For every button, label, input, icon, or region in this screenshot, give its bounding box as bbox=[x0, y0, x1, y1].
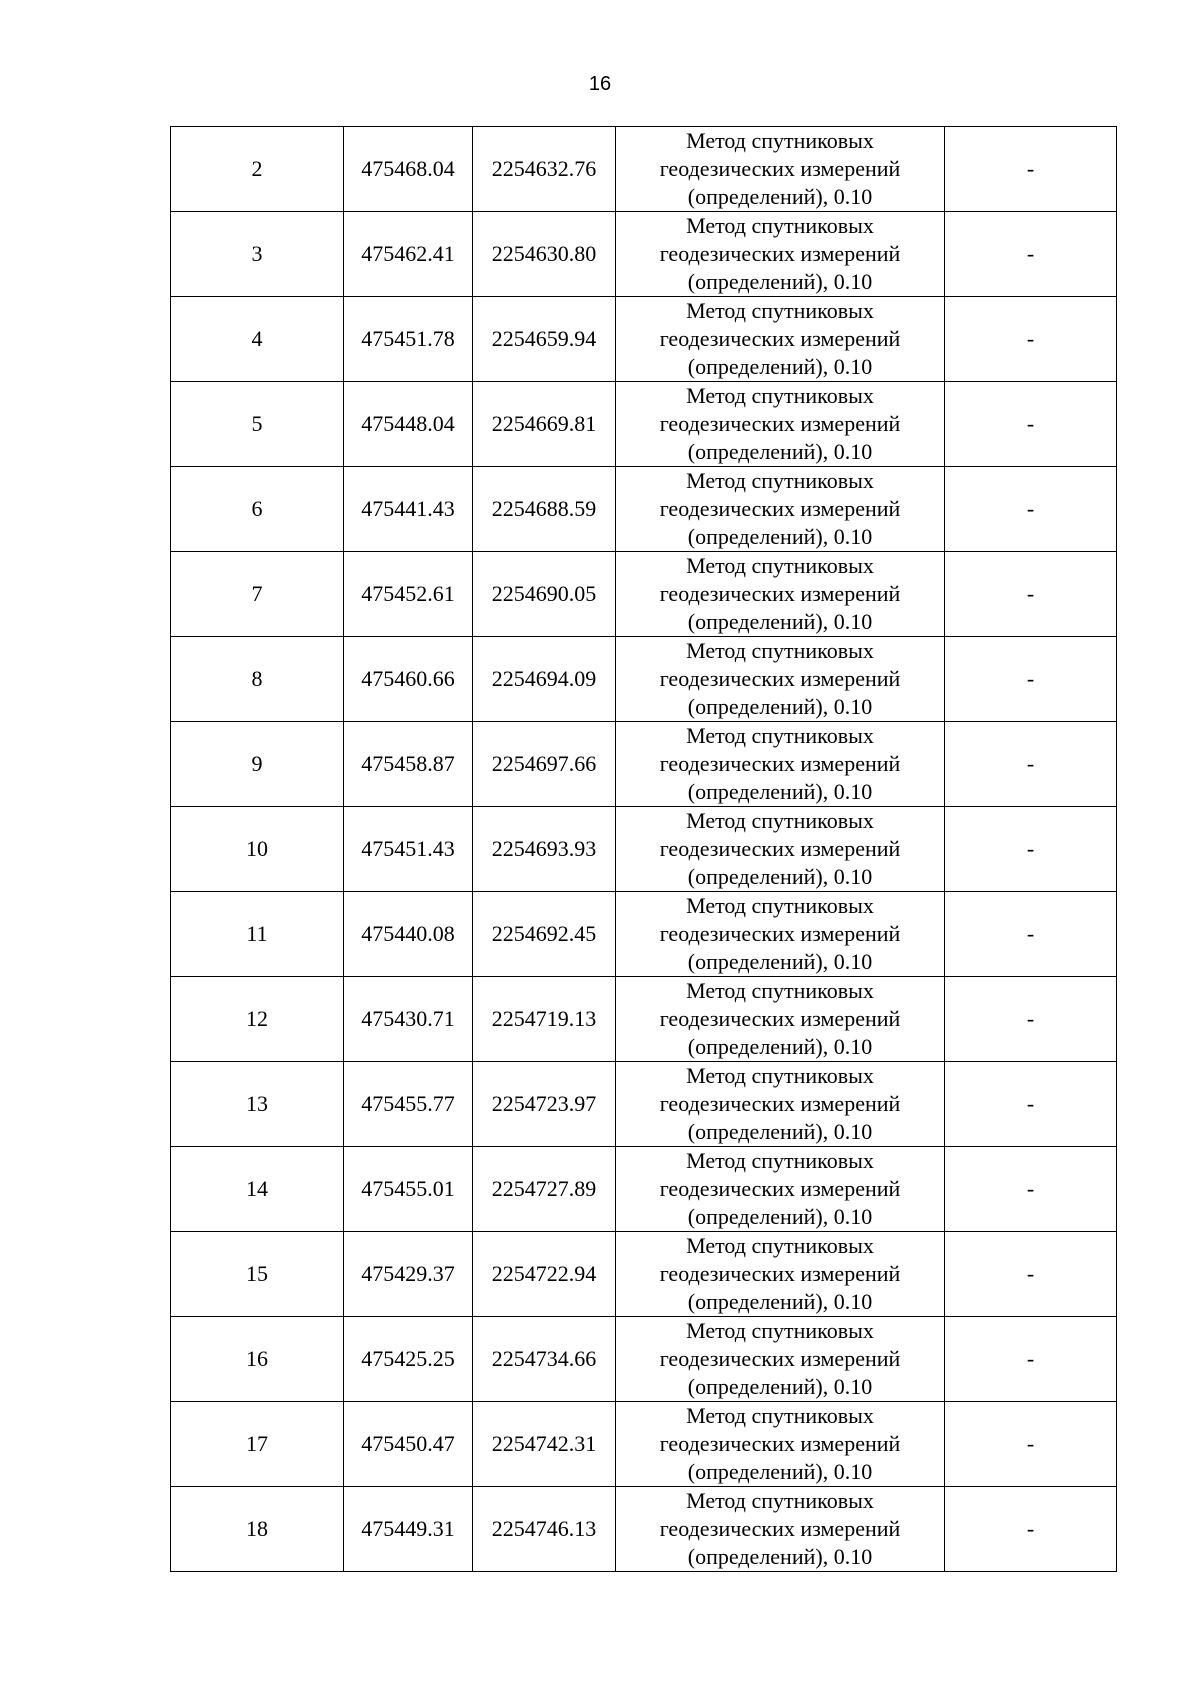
y-coordinate-cell: 2254630.80 bbox=[473, 212, 616, 297]
table-row bbox=[171, 552, 1117, 637]
y-coordinate-cell: 2254632.76 bbox=[473, 127, 616, 212]
method-accuracy-cell: Метод спутниковых геодезических измерений (определений), 0.10 bbox=[616, 1487, 945, 1572]
coordinates-table bbox=[170, 126, 1117, 1572]
method-accuracy-cell: Метод спутниковых геодезических измерений (определений), 0.10 bbox=[616, 297, 945, 382]
x-coordinate-cell: 475425.25 bbox=[344, 1317, 473, 1402]
table-row bbox=[171, 892, 1117, 977]
x-coordinate-cell: 475468.04 bbox=[344, 127, 473, 212]
x-coordinate-cell: 475430.71 bbox=[344, 977, 473, 1062]
note-cell: - bbox=[945, 382, 1117, 467]
method-accuracy-cell: Метод спутниковых геодезических измерений (определений), 0.10 bbox=[616, 552, 945, 637]
y-coordinate-cell: 2254722.94 bbox=[473, 1232, 616, 1317]
table-row bbox=[171, 127, 1117, 212]
point-number-cell: 17 bbox=[171, 1402, 344, 1487]
y-coordinate-cell: 2254734.66 bbox=[473, 1317, 616, 1402]
point-number-cell: 9 bbox=[171, 722, 344, 807]
y-coordinate-cell: 2254746.13 bbox=[473, 1487, 616, 1572]
table-row bbox=[171, 467, 1117, 552]
point-number-cell: 5 bbox=[171, 382, 344, 467]
note-cell: - bbox=[945, 892, 1117, 977]
point-number-cell: 15 bbox=[171, 1232, 344, 1317]
note-cell: - bbox=[945, 722, 1117, 807]
x-coordinate-cell: 475455.01 bbox=[344, 1147, 473, 1232]
point-number-cell: 12 bbox=[171, 977, 344, 1062]
y-coordinate-cell: 2254694.09 bbox=[473, 637, 616, 722]
point-number-cell: 8 bbox=[171, 637, 344, 722]
x-coordinate-cell: 475429.37 bbox=[344, 1232, 473, 1317]
point-number-cell: 14 bbox=[171, 1147, 344, 1232]
method-accuracy-cell: Метод спутниковых геодезических измерений (определений), 0.10 bbox=[616, 1402, 945, 1487]
point-number-cell: 18 bbox=[171, 1487, 344, 1572]
x-coordinate-cell: 475460.66 bbox=[344, 637, 473, 722]
note-cell: - bbox=[945, 1487, 1117, 1572]
note-cell: - bbox=[945, 467, 1117, 552]
x-coordinate-cell: 475451.78 bbox=[344, 297, 473, 382]
method-accuracy-cell: Метод спутниковых геодезических измерений (определений), 0.10 bbox=[616, 127, 945, 212]
point-number-cell: 6 bbox=[171, 467, 344, 552]
method-accuracy-cell: Метод спутниковых геодезических измерений (определений), 0.10 bbox=[616, 892, 945, 977]
x-coordinate-cell: 475440.08 bbox=[344, 892, 473, 977]
y-coordinate-cell: 2254659.94 bbox=[473, 297, 616, 382]
method-accuracy-cell: Метод спутниковых геодезических измерений (определений), 0.10 bbox=[616, 722, 945, 807]
table-row bbox=[171, 297, 1117, 382]
method-accuracy-cell: Метод спутниковых геодезических измерений (определений), 0.10 bbox=[616, 977, 945, 1062]
coordinates-table-body bbox=[171, 127, 1117, 1572]
y-coordinate-cell: 2254697.66 bbox=[473, 722, 616, 807]
table-row bbox=[171, 722, 1117, 807]
method-accuracy-cell: Метод спутниковых геодезических измерений (определений), 0.10 bbox=[616, 807, 945, 892]
y-coordinate-cell: 2254690.05 bbox=[473, 552, 616, 637]
note-cell: - bbox=[945, 1062, 1117, 1147]
x-coordinate-cell: 475452.61 bbox=[344, 552, 473, 637]
point-number-cell: 3 bbox=[171, 212, 344, 297]
note-cell: - bbox=[945, 297, 1117, 382]
x-coordinate-cell: 475450.47 bbox=[344, 1402, 473, 1487]
x-coordinate-cell: 475458.87 bbox=[344, 722, 473, 807]
y-coordinate-cell: 2254693.93 bbox=[473, 807, 616, 892]
method-accuracy-cell: Метод спутниковых геодезических измерений (определений), 0.10 bbox=[616, 1147, 945, 1232]
table-row bbox=[171, 1487, 1117, 1572]
note-cell: - bbox=[945, 637, 1117, 722]
y-coordinate-cell: 2254669.81 bbox=[473, 382, 616, 467]
table-row bbox=[171, 1232, 1117, 1317]
table-row bbox=[171, 1147, 1117, 1232]
x-coordinate-cell: 475448.04 bbox=[344, 382, 473, 467]
note-cell: - bbox=[945, 1402, 1117, 1487]
note-cell: - bbox=[945, 127, 1117, 212]
note-cell: - bbox=[945, 1317, 1117, 1402]
table-row bbox=[171, 212, 1117, 297]
point-number-cell: 16 bbox=[171, 1317, 344, 1402]
note-cell: - bbox=[945, 1232, 1117, 1317]
point-number-cell: 13 bbox=[171, 1062, 344, 1147]
point-number-cell: 4 bbox=[171, 297, 344, 382]
page-number: 16 bbox=[588, 73, 612, 95]
method-accuracy-cell: Метод спутниковых геодезических измерений (определений), 0.10 bbox=[616, 212, 945, 297]
table-row bbox=[171, 1317, 1117, 1402]
point-number-cell: 11 bbox=[171, 892, 344, 977]
point-number-cell: 2 bbox=[171, 127, 344, 212]
x-coordinate-cell: 475449.31 bbox=[344, 1487, 473, 1572]
note-cell: - bbox=[945, 212, 1117, 297]
y-coordinate-cell: 2254742.31 bbox=[473, 1402, 616, 1487]
x-coordinate-cell: 475462.41 bbox=[344, 212, 473, 297]
method-accuracy-cell: Метод спутниковых геодезических измерений (определений), 0.10 bbox=[616, 382, 945, 467]
x-coordinate-cell: 475451.43 bbox=[344, 807, 473, 892]
method-accuracy-cell: Метод спутниковых геодезических измерений (определений), 0.10 bbox=[616, 467, 945, 552]
point-number-cell: 10 bbox=[171, 807, 344, 892]
x-coordinate-cell: 475441.43 bbox=[344, 467, 473, 552]
method-accuracy-cell: Метод спутниковых геодезических измерений (определений), 0.10 bbox=[616, 1062, 945, 1147]
table-row bbox=[171, 1402, 1117, 1487]
y-coordinate-cell: 2254727.89 bbox=[473, 1147, 616, 1232]
method-accuracy-cell: Метод спутниковых геодезических измерений (определений), 0.10 bbox=[616, 1232, 945, 1317]
table-row bbox=[171, 637, 1117, 722]
point-number-cell: 7 bbox=[171, 552, 344, 637]
table-row bbox=[171, 977, 1117, 1062]
note-cell: - bbox=[945, 807, 1117, 892]
method-accuracy-cell: Метод спутниковых геодезических измерений (определений), 0.10 bbox=[616, 637, 945, 722]
x-coordinate-cell: 475455.77 bbox=[344, 1062, 473, 1147]
y-coordinate-cell: 2254723.97 bbox=[473, 1062, 616, 1147]
note-cell: - bbox=[945, 552, 1117, 637]
y-coordinate-cell: 2254692.45 bbox=[473, 892, 616, 977]
y-coordinate-cell: 2254688.59 bbox=[473, 467, 616, 552]
table-row bbox=[171, 1062, 1117, 1147]
method-accuracy-cell: Метод спутниковых геодезических измерений (определений), 0.10 bbox=[616, 1317, 945, 1402]
table-row bbox=[171, 382, 1117, 467]
note-cell: - bbox=[945, 977, 1117, 1062]
note-cell: - bbox=[945, 1147, 1117, 1232]
y-coordinate-cell: 2254719.13 bbox=[473, 977, 616, 1062]
table-row bbox=[171, 807, 1117, 892]
